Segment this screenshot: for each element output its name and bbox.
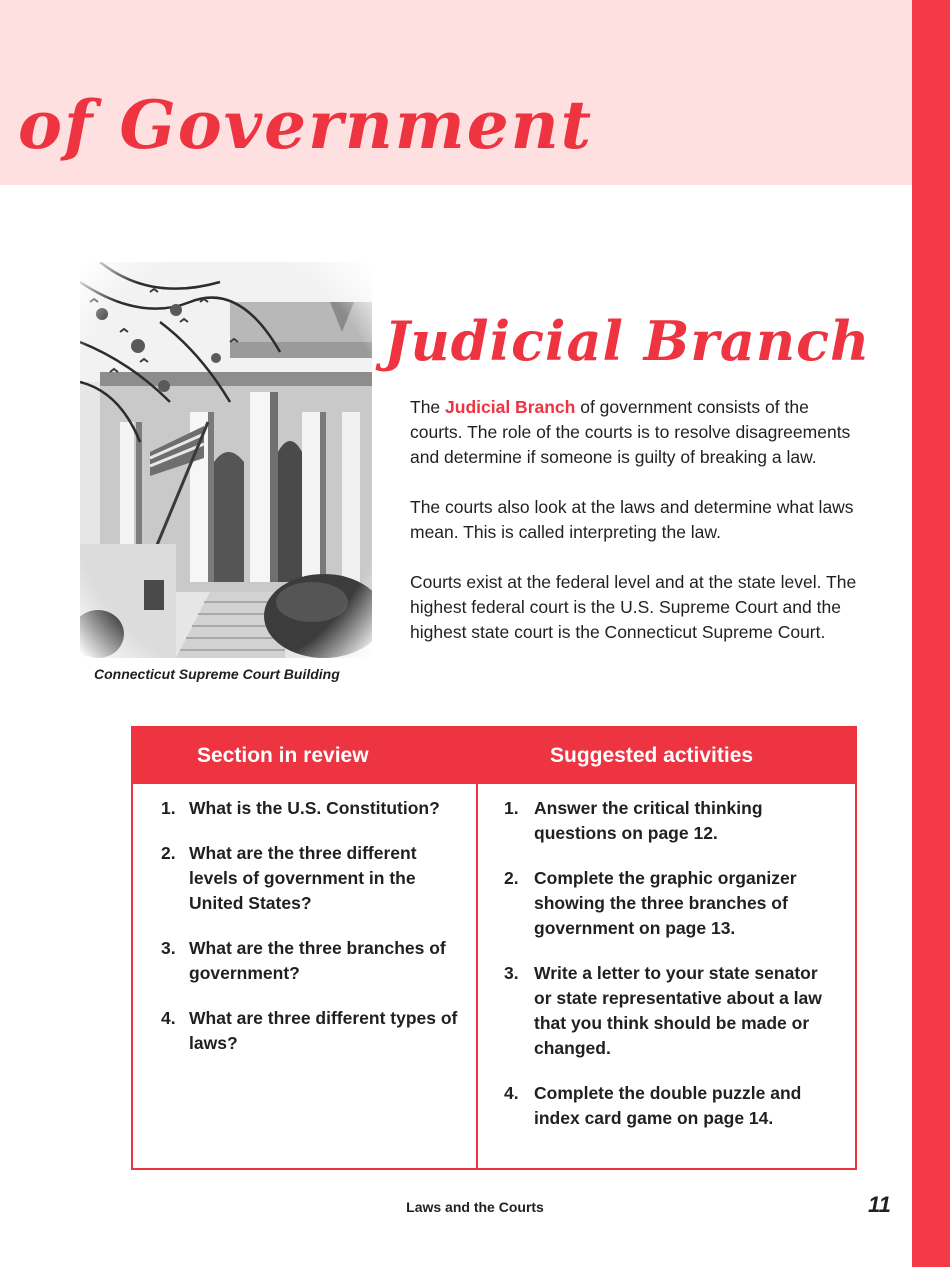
review-activities-table [131, 726, 857, 1170]
review-list [161, 796, 466, 1056]
header-band [0, 0, 912, 185]
list-item [504, 866, 835, 941]
page-header-title: of Government [18, 86, 594, 164]
paragraph-1-rest: of government consists of the courts. The role of the courts is to resolve disagreements and determine if someone is guilty of breaking a law. [410, 397, 851, 467]
item-number: 4. [504, 1083, 519, 1103]
list-item [161, 936, 466, 986]
list-item [161, 1006, 466, 1056]
court-building-photo [80, 262, 372, 658]
review-column [133, 784, 478, 1168]
list-item [161, 796, 466, 821]
section-title: Judicial Branch [384, 309, 871, 373]
table-body [133, 784, 855, 1168]
item-number: 1. [161, 798, 176, 818]
photo-caption: Connecticut Supreme Court Building [94, 666, 340, 682]
paragraph-1-start: The [410, 397, 446, 417]
paragraph-2: The courts also look at the laws and determine what laws mean. This is called interpreting the law. [410, 497, 854, 542]
judicial-branch-highlight: Judicial Branch [445, 397, 576, 417]
paragraph-1 [410, 395, 862, 470]
item-number: 3. [504, 963, 519, 983]
item-text: What is the U.S. Constitution? [189, 798, 440, 818]
item-text: What are the three branches of government? [189, 938, 446, 983]
activities-list [504, 796, 835, 1131]
suggested-activities-header: Suggested activities [550, 744, 754, 767]
item-number: 4. [161, 1008, 176, 1028]
court-building-illustration [80, 262, 372, 658]
item-text: What are three different types of laws? [189, 1008, 458, 1053]
list-item [161, 841, 466, 916]
section-in-review-header: Section in review [197, 744, 369, 767]
footer-title: Laws and the Courts [406, 1199, 544, 1215]
paragraph-3: Courts exist at the federal level and at the state level. The highest federal court is the U.S. Supreme Court and the highest state court is the Connecticut Supreme Court. [410, 572, 857, 642]
page-number: 11 [868, 1192, 891, 1217]
activities-column [478, 784, 855, 1168]
right-edge-bar [912, 0, 950, 1267]
item-text: What are the three different levels of government in the United States? [189, 843, 417, 913]
item-number: 3. [161, 938, 176, 958]
item-number: 1. [504, 798, 519, 818]
item-number: 2. [504, 868, 519, 888]
item-text: Complete the double puzzle and index card game on page 14. [534, 1083, 802, 1128]
list-item [504, 1081, 835, 1131]
item-number: 2. [161, 843, 176, 863]
item-text: Write a letter to your state senator or state representative about a law that you think should be made or changed. [534, 963, 822, 1058]
item-text: Answer the critical thinking questions on page 12. [534, 798, 763, 843]
table-header-row [133, 728, 855, 784]
section-body [410, 395, 862, 670]
list-item [504, 961, 835, 1061]
list-item [504, 796, 835, 846]
item-text: Complete the graphic organizer showing the three branches of government on page 13. [534, 868, 797, 938]
